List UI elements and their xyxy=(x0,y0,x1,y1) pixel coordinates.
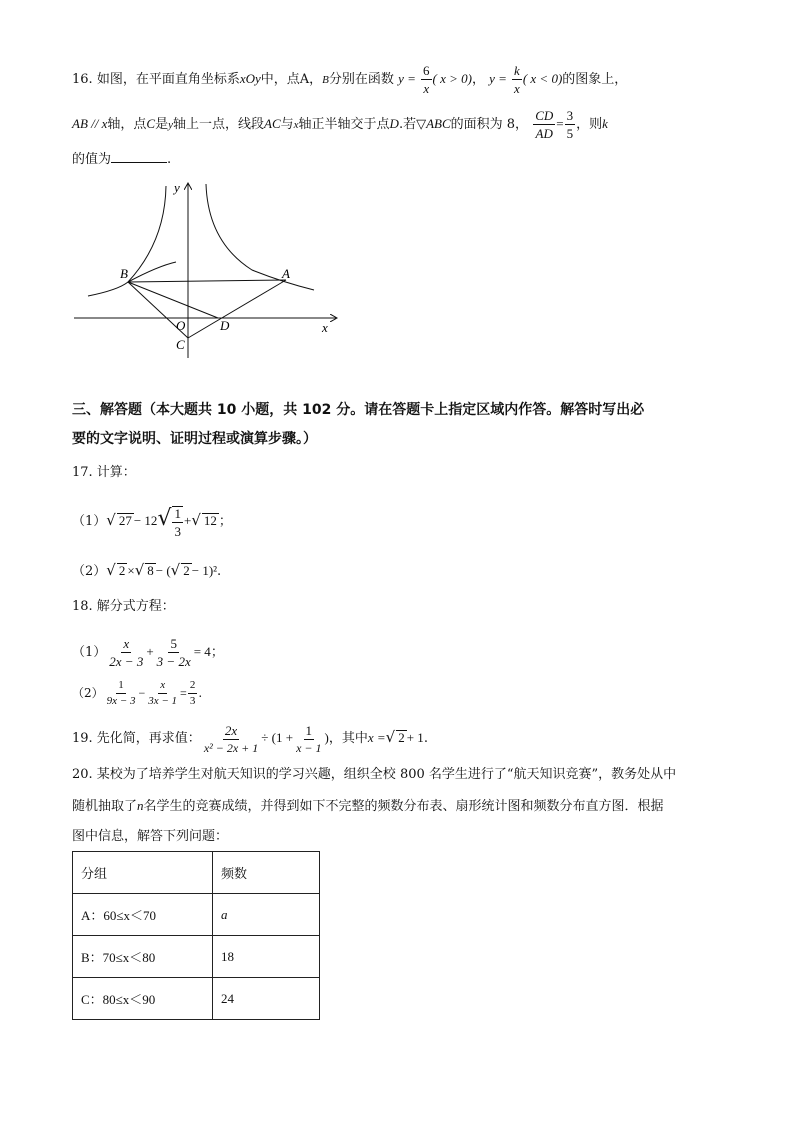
q16-figure xyxy=(70,178,350,358)
q17-p2-times: × xyxy=(127,563,135,578)
radical-icon: √ xyxy=(134,561,145,579)
q16-f2-num: k xyxy=(514,63,520,78)
q16-f1-den: x xyxy=(423,81,430,96)
q18-p1-den-1: 2x − 3 xyxy=(109,654,144,669)
q20-line2-b: 名学生的竞赛成绩，并得到如下不完整的频数分布表、扇形统计图和频数分布直方图．根据 xyxy=(143,799,664,814)
q17-p1-plus: + xyxy=(183,513,192,528)
q20-line2 xyxy=(72,797,664,815)
q19-div: ÷ (1 + xyxy=(261,730,294,745)
q18-p1-rhs: = 4 xyxy=(193,644,211,659)
q16-l2-text-8: ，则 xyxy=(576,117,603,132)
q16-answer-blank[interactable] xyxy=(111,150,167,163)
q18-p1-fraction-1 xyxy=(107,637,145,668)
q17-title: 17. 计算： xyxy=(72,465,136,480)
q16-f2-fraction xyxy=(512,64,522,95)
q18-p2-eq: = xyxy=(180,686,187,700)
q19-num-1: 2x xyxy=(224,722,238,738)
q18-p1-fraction-2 xyxy=(155,637,193,668)
q18-part1-label: （1） xyxy=(72,645,107,660)
q17-p1-frac-num: 1 xyxy=(174,505,181,521)
q17-p1-end: ； xyxy=(218,514,232,529)
q19-radicand: 2 xyxy=(398,730,405,745)
q16-triangle: ▽ABC xyxy=(416,116,451,131)
q18-p2-num-3: 2 xyxy=(188,680,198,694)
q19-num-2: 1 xyxy=(305,722,313,738)
q18-p2-den-2: 3x − 1 xyxy=(148,695,178,707)
q17-p2-end: . xyxy=(217,564,222,579)
q19-den-1: x² − 2x + 1 xyxy=(203,740,259,755)
q17-p1-mid: − 12 xyxy=(133,513,158,528)
q19-fraction-2 xyxy=(294,724,323,754)
q19-fraction-1 xyxy=(202,724,260,754)
q16-xoy: xOy xyxy=(239,71,261,86)
q16-text-1: 如图，在平面直角坐标系 xyxy=(96,72,240,87)
q18-p2-den-1: 9x − 3 xyxy=(106,695,136,707)
q16-line2 xyxy=(72,106,608,142)
q16-f2-cond: ( x < 0) xyxy=(522,71,563,86)
q19-den-2: x − 1 xyxy=(296,740,322,755)
q17-p2-mid: − ( xyxy=(155,563,171,578)
q16-number: 16. xyxy=(72,72,93,87)
q18-part2 xyxy=(72,676,202,710)
q19-text-2: ，其中 xyxy=(328,731,368,746)
q18-p2-num-1: 1 xyxy=(116,680,126,694)
q16-ratio-num: CD xyxy=(535,108,554,123)
q17-p2-tail: − 1)² xyxy=(191,563,218,578)
q16-l2-text-7: 的面积为 8， xyxy=(450,117,529,132)
q16-ab-parallel: AB // x xyxy=(72,116,108,131)
q18-part2-label: （2） xyxy=(72,686,104,700)
q18-p2-fraction-3 xyxy=(188,680,198,707)
q17-p1-fraction xyxy=(172,506,183,538)
q16-k: k xyxy=(602,116,608,131)
q17-p2-radicand-3: 2 xyxy=(183,563,190,578)
table-cell-group: B：70≤x＜80 xyxy=(73,936,213,978)
table-cell-count: a xyxy=(213,894,320,936)
q17-p1-radicand-2: 12 xyxy=(203,513,217,528)
q18-p2-fraction-2 xyxy=(146,680,179,707)
q19-close: ) xyxy=(324,730,329,745)
label-b: B xyxy=(120,266,128,281)
table-row xyxy=(73,978,320,1020)
q16-l2-text-6: .若 xyxy=(398,117,417,132)
radical-icon: √ xyxy=(157,506,172,531)
radical-icon: √ xyxy=(191,511,201,529)
q18-p2-fraction-1 xyxy=(105,680,138,707)
q18-p2-den-3: 3 xyxy=(189,695,196,707)
q20-line2-a: 随机抽取了 xyxy=(72,799,138,814)
q19-line xyxy=(72,718,428,756)
table-row xyxy=(73,894,320,936)
q16-ratio-fraction xyxy=(533,109,555,140)
q18-p2-minus: − xyxy=(138,686,146,700)
radical-icon: √ xyxy=(385,728,396,746)
q19-end: . xyxy=(423,731,428,746)
q16-x-axis: x xyxy=(293,119,299,131)
curve-left-branch xyxy=(88,262,176,296)
segment-ab xyxy=(128,280,286,282)
q16-line1 xyxy=(72,64,627,94)
q16-f1-cond: ( x > 0) xyxy=(432,71,472,86)
label-c: C xyxy=(176,337,185,352)
q16-ratio-den: AD xyxy=(535,126,553,141)
label-a: A xyxy=(282,266,290,281)
q16-line3 xyxy=(72,150,171,170)
q18-p2-num-2: x xyxy=(158,680,167,694)
q16-l2-text-5: 轴正半轴交于点 xyxy=(298,117,390,132)
radical-icon: √ xyxy=(106,561,116,579)
q18-p1-plus: + xyxy=(146,644,154,659)
q16-period: . xyxy=(167,152,172,167)
q16-f2-lhs: y = xyxy=(489,71,507,86)
q16-l2-text-1: 轴，点 xyxy=(107,117,147,132)
q16-f1-fraction xyxy=(421,64,432,95)
q16-f1-num: 6 xyxy=(423,63,430,78)
q19-plus1: + 1 xyxy=(406,730,424,745)
q18-p2-end: . xyxy=(198,686,203,700)
curve-right-branch xyxy=(206,184,314,290)
label-d: D xyxy=(220,318,230,333)
q17-part1-label: （1） xyxy=(72,514,107,529)
q18-p1-end: ； xyxy=(210,645,224,660)
frequency-table xyxy=(72,851,320,1020)
q16-text-4: 的图象上， xyxy=(562,72,628,87)
table-cell-count: 18 xyxy=(213,936,320,978)
q16-text-2: 中，点A， xyxy=(260,72,323,87)
q16-ratio-value-den: 5 xyxy=(566,126,574,141)
q16-point-d: D xyxy=(389,116,399,131)
q16-point-c: C xyxy=(146,116,156,131)
table-cell-group: A：60≤x＜70 xyxy=(73,894,213,936)
q16-l2-text-3: 轴上一点，线段 xyxy=(172,117,264,132)
q16-comma: ， xyxy=(471,72,485,87)
q17-part2-label: （2） xyxy=(72,564,107,579)
table-cell-group: C：80≤x＜90 xyxy=(73,978,213,1020)
section3-heading-line1: 三、解答题（本大题共 10 小题，共 102 分。请在答题卡上指定区域内作答。解答时写出必 xyxy=(72,402,645,418)
label-x: x xyxy=(322,320,328,335)
q16-l2-text-2: 是 xyxy=(155,117,169,132)
q16-text-3: 分别在函数 xyxy=(328,72,394,87)
q16-f1-lhs: y = xyxy=(398,71,416,86)
table-header-row xyxy=(73,852,320,894)
q16-point-b: B xyxy=(322,74,329,86)
q17-p1-frac-den: 3 xyxy=(174,523,181,539)
table-header-group: 分组 xyxy=(73,852,213,894)
q17-p2-radicand-2: 8 xyxy=(147,563,154,578)
q17-p1-radicand-1: 27 xyxy=(118,513,132,528)
q16-answer-prompt: 的值为 xyxy=(72,152,112,167)
q16-y-axis: y xyxy=(168,119,173,131)
q16-f2-den: x xyxy=(514,81,520,96)
q18-p1-den-2: 3 − 2x xyxy=(156,654,191,669)
label-o: O xyxy=(176,318,186,333)
q16-ratio-eq: = xyxy=(556,116,564,131)
q17-p2-radicand-1: 2 xyxy=(118,563,126,578)
q18-p1-num-1: x xyxy=(123,636,130,651)
q17-part2 xyxy=(72,558,221,582)
q20-n: n xyxy=(137,798,144,813)
q19-title: 19. 先化简，再求值： xyxy=(72,731,201,746)
table-header-count: 频数 xyxy=(213,852,320,894)
q18-p1-num-2: 5 xyxy=(170,636,177,651)
q17-part1 xyxy=(72,502,232,539)
table-row xyxy=(73,936,320,978)
q20-line1: 20. 某校为了培养学生对航天知识的学习兴趣，组织全校 800 名学生进行了“航天知识竞赛”，教务处从中 xyxy=(72,767,677,782)
label-y: y xyxy=(174,180,180,195)
section3-heading-line2: 要的文字说明、证明过程或演算步骤。） xyxy=(72,431,317,447)
radical-icon: √ xyxy=(106,511,116,529)
q18-part1 xyxy=(72,634,224,670)
radical-icon: √ xyxy=(170,561,181,579)
curve-left-branch-upper xyxy=(128,186,166,282)
segment-ac xyxy=(188,280,286,338)
q16-ratio-value xyxy=(565,109,576,140)
q16-ratio-value-num: 3 xyxy=(566,108,574,123)
q16-segment-ac: AC xyxy=(264,116,281,131)
segment-bd xyxy=(128,282,218,318)
q18-title: 18. 解分式方程： xyxy=(72,599,175,614)
q20-line3: 图中信息，解答下列问题： xyxy=(72,829,229,844)
q19-xeq: x = xyxy=(367,730,386,745)
table-cell-count: 24 xyxy=(213,978,320,1020)
q16-l2-text-4: 与 xyxy=(280,117,294,132)
